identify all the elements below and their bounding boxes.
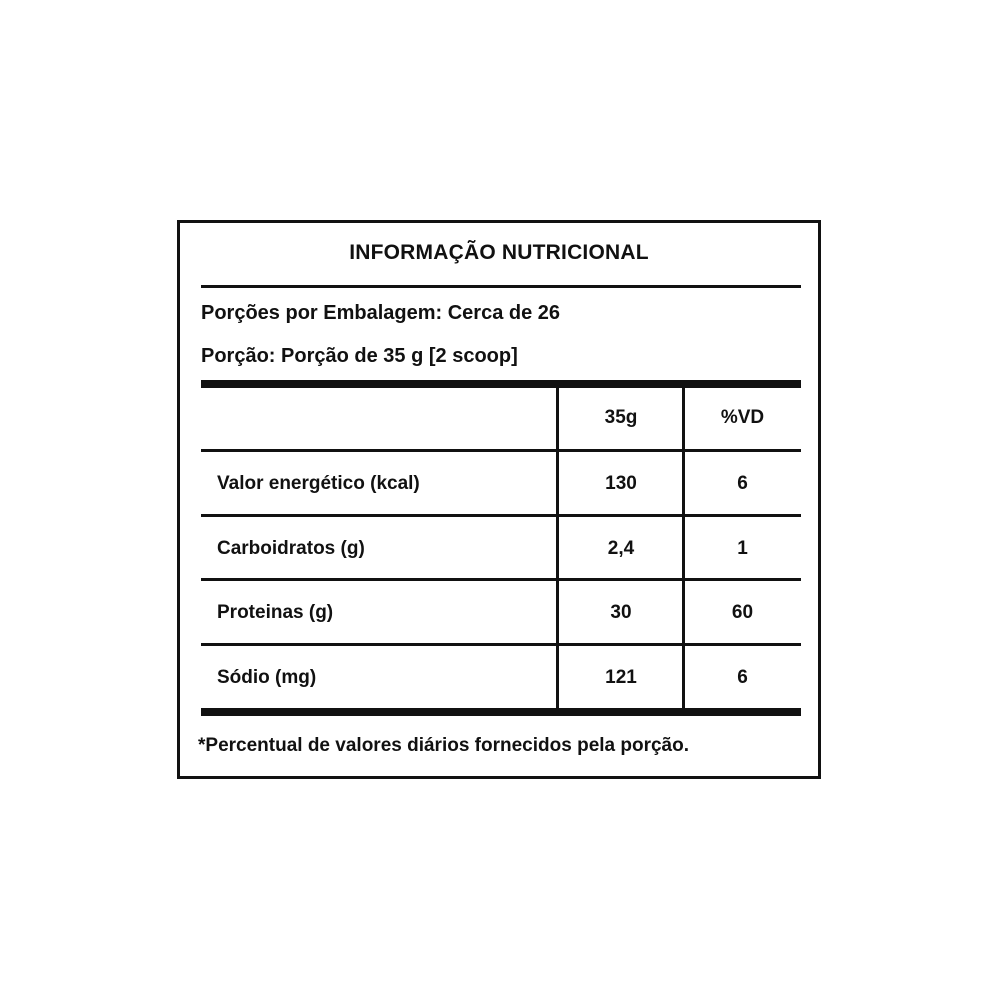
- nutrient-protein-amount: 30: [610, 602, 632, 623]
- nutrient-carbs-label: Carboidratos (g): [217, 538, 365, 559]
- nutrient-sodium-amount: 121: [605, 667, 637, 688]
- header-amount: 35g: [604, 407, 638, 428]
- footnote: *Percentual de valores diários fornecidos pela porção.: [198, 735, 690, 756]
- nutrient-carbs-dv: 1: [737, 538, 748, 559]
- row-divider: [201, 643, 801, 646]
- label-title: INFORMAÇÃO NUTRICIONAL: [349, 241, 649, 264]
- servings-per-package: Porções por Embalagem: Cerca de 26: [201, 302, 561, 324]
- nutrient-sodium-label: Sódio (mg): [217, 667, 317, 688]
- nutrient-sodium-dv: 6: [737, 667, 748, 688]
- nutrient-protein-dv: 60: [731, 602, 754, 623]
- serving-size: Porção: Porção de 35 g [2 scoop]: [201, 345, 518, 367]
- nutrient-protein-label: Proteinas (g): [217, 602, 334, 623]
- row-divider: [201, 578, 801, 581]
- nutrient-energy-amount: 130: [605, 473, 637, 494]
- row-divider: [201, 514, 801, 517]
- nutrition-facts-panel: [177, 220, 821, 779]
- nutrient-energy-dv: 6: [737, 473, 748, 494]
- title-divider: [201, 285, 801, 288]
- row-divider: [201, 449, 801, 452]
- nutrient-energy-label: Valor energético (kcal): [217, 473, 420, 494]
- header-daily-value: %VD: [720, 407, 765, 428]
- table-bottom-rule: [201, 708, 801, 716]
- nutrient-carbs-amount: 2,4: [607, 538, 635, 559]
- table-top-rule: [201, 380, 801, 388]
